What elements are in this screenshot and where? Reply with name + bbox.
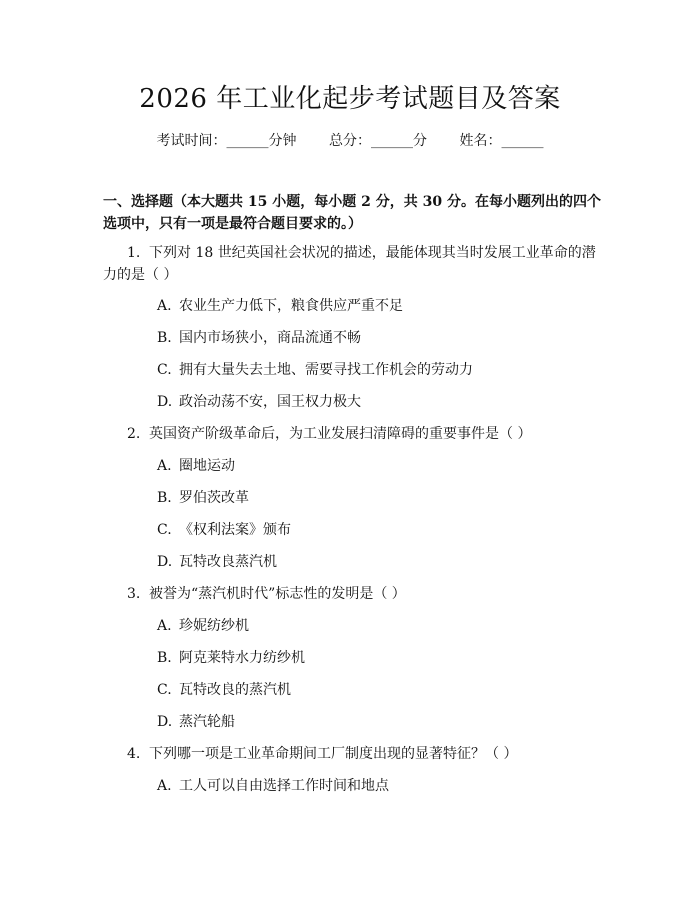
question-text: 被誉为“蒸汽机时代”标志性的发明是（ ） bbox=[149, 586, 406, 602]
option-letter: D. bbox=[157, 714, 173, 730]
option-letter: D. bbox=[157, 554, 173, 570]
question-2 bbox=[103, 423, 603, 445]
option-letter: A. bbox=[157, 778, 172, 794]
question-number: 2. bbox=[127, 426, 141, 442]
option-3a bbox=[157, 616, 249, 636]
question-3 bbox=[103, 583, 603, 605]
option-letter: A. bbox=[157, 458, 172, 474]
option-1d bbox=[157, 392, 361, 412]
question-4 bbox=[103, 743, 603, 765]
option-4a bbox=[157, 776, 389, 796]
question-number: 3. bbox=[127, 586, 141, 602]
option-text: 阿克莱特水力纺纱机 bbox=[179, 650, 305, 666]
exam-meta bbox=[0, 131, 700, 151]
name-field: 姓名：______ bbox=[459, 133, 544, 149]
question-1 bbox=[103, 242, 603, 286]
option-letter: C. bbox=[157, 682, 172, 698]
question-text: 下列对 18 世纪英国社会状况的描述，最能体现其当时发展工业革命的潜力的是（ ） bbox=[103, 245, 596, 283]
option-text: 农业生产力低下，粮食供应严重不足 bbox=[179, 298, 403, 314]
option-letter: B. bbox=[157, 330, 172, 346]
option-text: 瓦特改良的蒸汽机 bbox=[179, 682, 291, 698]
option-1a bbox=[157, 296, 403, 316]
section-heading: 一、选择题（本大题共 15 小题，每小题 2 分，共 30 分。在每小题列出的四个选项中，只有一项是最符合题目要求的。） bbox=[103, 194, 601, 232]
question-number: 4. bbox=[127, 746, 141, 762]
question-text: 英国资产阶级革命后，为工业发展扫清障碍的重要事件是（ ） bbox=[149, 426, 532, 442]
page-title: 2026 年工业化起步考试题目及答案 bbox=[139, 84, 561, 114]
option-2d bbox=[157, 552, 277, 572]
option-1c bbox=[157, 360, 473, 380]
option-text: 瓦特改良蒸汽机 bbox=[179, 554, 277, 570]
option-letter: D. bbox=[157, 394, 173, 410]
option-2a bbox=[157, 456, 235, 476]
option-text: 拥有大量失去土地、需要寻找工作机会的劳动力 bbox=[179, 362, 473, 378]
option-text: 政治动荡不安，国王权力极大 bbox=[179, 394, 361, 410]
option-text: 工人可以自由选择工作时间和地点 bbox=[179, 778, 389, 794]
option-letter: C. bbox=[157, 522, 172, 538]
option-3d bbox=[157, 712, 235, 732]
option-text: 珍妮纺纱机 bbox=[179, 618, 249, 634]
option-3c bbox=[157, 680, 291, 700]
option-2b bbox=[157, 488, 249, 508]
option-3b bbox=[157, 648, 305, 668]
option-letter: A. bbox=[157, 618, 172, 634]
option-2c bbox=[157, 520, 291, 540]
question-number: 1. bbox=[127, 245, 141, 261]
option-text: 国内市场狭小，商品流通不畅 bbox=[179, 330, 361, 346]
option-letter: B. bbox=[157, 650, 172, 666]
option-letter: A. bbox=[157, 298, 172, 314]
option-text: 罗伯茨改革 bbox=[179, 490, 249, 506]
option-text: 圈地运动 bbox=[179, 458, 235, 474]
total-score-field: 总分：______分 bbox=[329, 133, 427, 149]
option-text: 蒸汽轮船 bbox=[179, 714, 235, 730]
question-text: 下列哪一项是工业革命期间工厂制度出现的显著特征？（ ） bbox=[149, 746, 518, 762]
option-text: 《权利法案》颁布 bbox=[179, 522, 291, 538]
exam-time-field: 考试时间：______分钟 bbox=[156, 133, 297, 149]
option-letter: B. bbox=[157, 490, 172, 506]
option-letter: C. bbox=[157, 362, 172, 378]
option-1b bbox=[157, 328, 361, 348]
